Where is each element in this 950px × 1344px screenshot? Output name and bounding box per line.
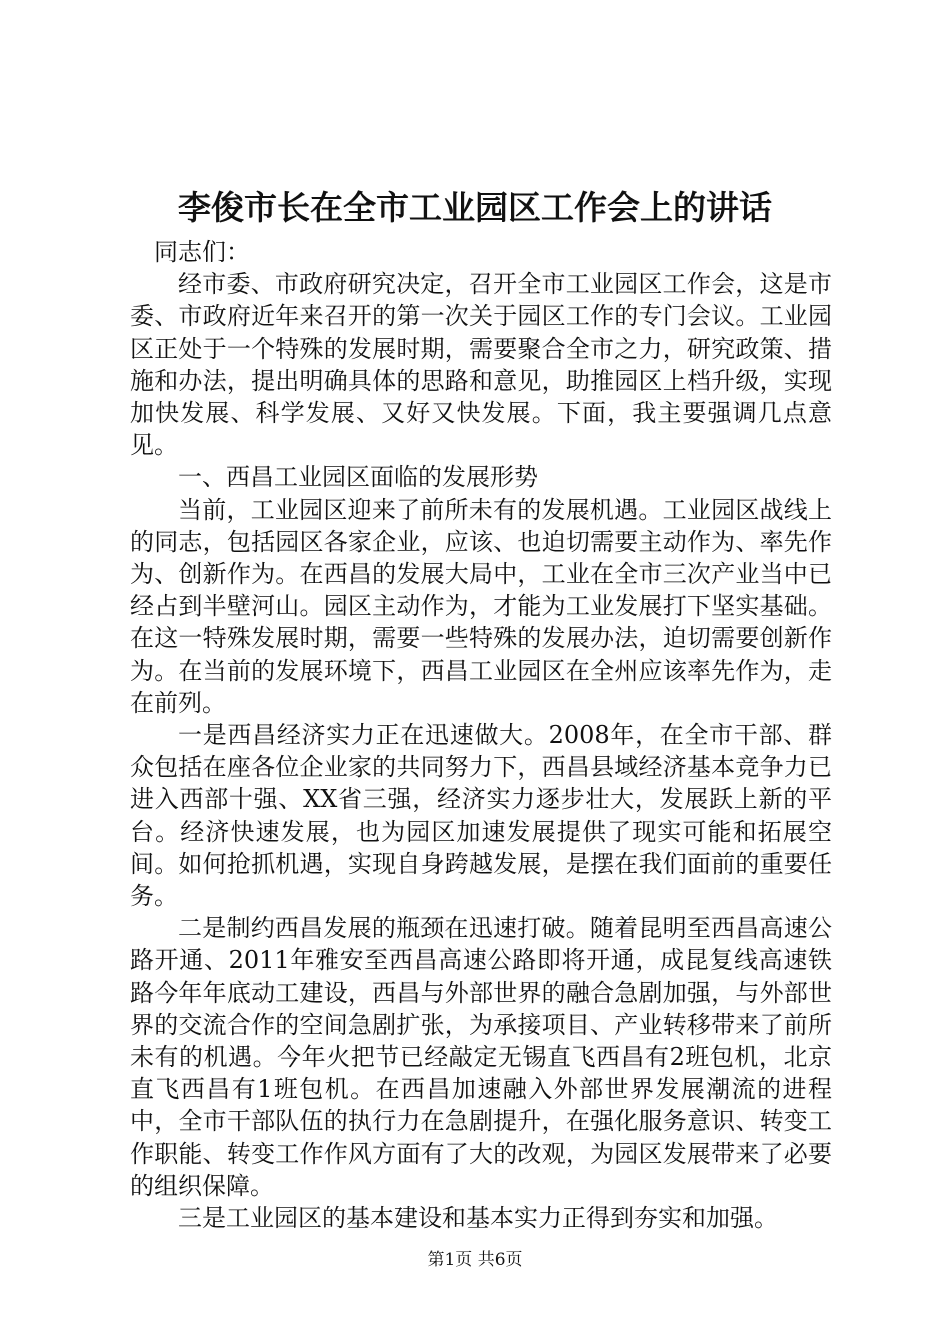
document-body	[130, 236, 832, 1234]
paragraph-point-1: 一是西昌经济实力正在迅速做大。2008年，在全市干部、群众包括在座各位企业家的共同努力下，西昌县域经济基本竞争力已进入西部十强、XX省三强，经济实力逐步壮大，发展跃上新的平台。经济快速发展，也为园区加速发展提供了现实可能和拓展空间。如何抢抓机遇，实现自身跨越发展，是摆在我们面前的重要任务。	[130, 721, 832, 911]
paragraph-point-3: 三是工业园区的基本建设和基本实力正得到夯实和加强。	[178, 1204, 778, 1233]
greeting: 同志们：	[154, 238, 250, 266]
paragraph-point-2: 二是制约西昌发展的瓶颈在迅速打破。随着昆明至西昌高速公路开通、2011年雅安至西昌高速公路即将开通，成昆复线高速铁路今年年底动工建设，西昌与外部世界的融合急剧加强，与外部世界的交流合作的空间急剧扩张，为承接项目、产业转移带来了前所未有的机遇。今年火把节已经敲定无锡直飞西昌有2班包机，北京直飞西昌有1班包机。在西昌加速融入外部世界发展潮流的进程中，全市干部队伍的执行力在急剧提升，在强化服务意识、转变工作职能、转变工作作风方面有了大的改观，为园区发展带来了必要的组织保障。	[130, 914, 832, 1200]
document-title: 李俊市长在全市工业园区工作会上的讲话	[178, 188, 772, 227]
section-heading-1: 一、西昌工业园区面临的发展形势	[178, 463, 538, 492]
paragraph-situation: 当前，工业园区迎来了前所未有的发展机遇。工业园区战线上的同志，包括园区各家企业，应该、也迫切需要主动作为、率先作为、创新作为。在西昌的发展大局中，工业在全市三次产业当中已经占到半壁河山。园区主动作为，才能为工业发展打下坚实基础。在这一特殊发展时期，需要一些特殊的发展办法，迫切需要创新作为。在当前的发展环境下，西昌工业园区在全州应该率先作为，走在前列。	[130, 495, 832, 717]
paragraph-intro: 经市委、市政府研究决定，召开全市工业园区工作会，这是市委、市政府近年来召开的第一次关于园区工作的专门会议。工业园区正处于一个特殊的发展时期，需要聚合全市之力，研究政策、措施和办法，提出明确具体的思路和意见，助推园区上档升级，实现加快发展、科学发展、又好又快发展。下面，我主要强调几点意见。	[130, 270, 832, 460]
page-footer: 第1页 共6页	[427, 1250, 523, 1270]
